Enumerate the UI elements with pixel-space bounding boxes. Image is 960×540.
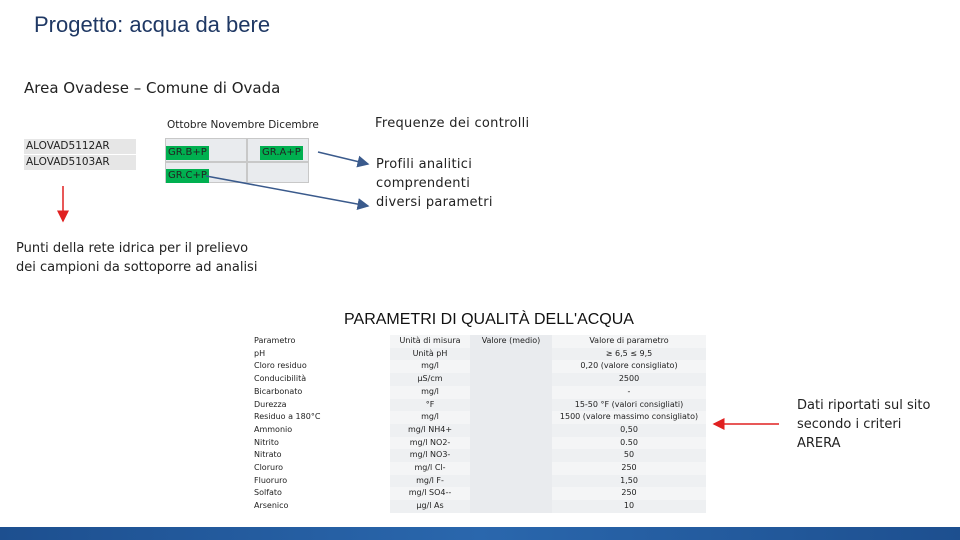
profili-line: diversi parametri xyxy=(376,195,493,210)
dati-line: ARERA xyxy=(797,436,841,451)
months-label: Ottobre Novembre Dicembre xyxy=(167,119,319,131)
table-cell: 15-50 °F (valori consigliati) xyxy=(552,399,706,412)
table-cell: 0,20 (valore consigliato) xyxy=(552,360,706,373)
table-cell: - xyxy=(552,386,706,399)
table-cell: mg/l F- xyxy=(390,475,470,488)
profili-line: Profili analitici xyxy=(376,157,473,172)
table-cell: mg/l SO4-- xyxy=(390,487,470,500)
area-subtitle: Area Ovadese – Comune di Ovada xyxy=(24,79,281,97)
table-cell: Fluoruro xyxy=(254,475,288,485)
dati-line: secondo i criteri xyxy=(797,417,902,432)
group-label-a: GR.A+P xyxy=(262,147,301,158)
table-header-cell: Valore (medio) xyxy=(470,335,552,348)
table-cell: mg/l xyxy=(390,360,470,373)
table-cell: 1500 (valore massimo consigliato) xyxy=(552,411,706,424)
table-header-cell: Valore di parametro xyxy=(552,335,706,348)
dati-line: Dati riportati sul sito xyxy=(797,398,931,413)
table-header-cell: Parametro xyxy=(254,336,296,345)
table-cell: mg/l NO2- xyxy=(390,437,470,450)
station-code: ALOVAD5103AR xyxy=(24,155,136,171)
table-cell: Cloro residuo xyxy=(254,361,307,371)
table-cell: µS/cm xyxy=(390,373,470,386)
table-cell: ≥ 6,5 ≤ 9,5 xyxy=(552,348,706,361)
table-cell: mg/l xyxy=(390,386,470,399)
table-cell: 0.50 xyxy=(552,437,706,450)
arrow-to-profili-2 xyxy=(206,176,368,206)
table-cell: Arsenico xyxy=(254,501,289,511)
table-cell: pH xyxy=(254,348,266,358)
table-cell: mg/l Cl- xyxy=(390,462,470,475)
arrow-to-profili xyxy=(318,152,368,164)
table-cell: Residuo a 180°C xyxy=(254,412,321,422)
table-cell: Solfato xyxy=(254,488,282,498)
table-cell: 2500 xyxy=(552,373,706,386)
frequenze-label: Frequenze dei controlli xyxy=(375,116,530,131)
table-header-cell: Unità di misura xyxy=(390,335,470,348)
profili-line: comprendenti xyxy=(376,176,471,191)
table-cell: mg/l NH4+ xyxy=(390,424,470,437)
table-cell: Unità pH xyxy=(390,348,470,361)
table-cell: 50 xyxy=(552,449,706,462)
punti-line: Punti della rete idrica per il prelievo xyxy=(16,241,249,256)
table-cell: 250 xyxy=(552,462,706,475)
table-cell: Nitrato xyxy=(254,450,282,460)
table-cell: Durezza xyxy=(254,399,287,409)
table-cell: Ammonio xyxy=(254,424,293,434)
table-cell: 0,50 xyxy=(552,424,706,437)
table-cell: 1,50 xyxy=(552,475,706,488)
station-code: ALOVAD5112AR xyxy=(24,139,136,155)
table-cell: Cloruro xyxy=(254,463,284,473)
table-cell: mg/l xyxy=(390,411,470,424)
table-cell: Conducibilità xyxy=(254,374,307,384)
group-label-c: GR.C+P xyxy=(168,170,207,181)
params-title: PARAMETRI DI QUALITÀ DELL'ACQUA xyxy=(344,311,634,328)
footer-bar xyxy=(0,527,960,540)
table-cell: °F xyxy=(390,399,470,412)
table-cell: Nitrito xyxy=(254,437,279,447)
table-cell: µg/l As xyxy=(390,500,470,513)
group-label-b: GR.B+P xyxy=(168,147,207,158)
punti-line: dei campioni da sottoporre ad analisi xyxy=(16,260,258,275)
table-cell: Bicarbonato xyxy=(254,386,303,396)
slide-title: Progetto: acqua da bere xyxy=(34,12,271,37)
table-cell: 250 xyxy=(552,487,706,500)
table-cell: mg/l NO3- xyxy=(390,449,470,462)
table-cell: 10 xyxy=(552,500,706,513)
